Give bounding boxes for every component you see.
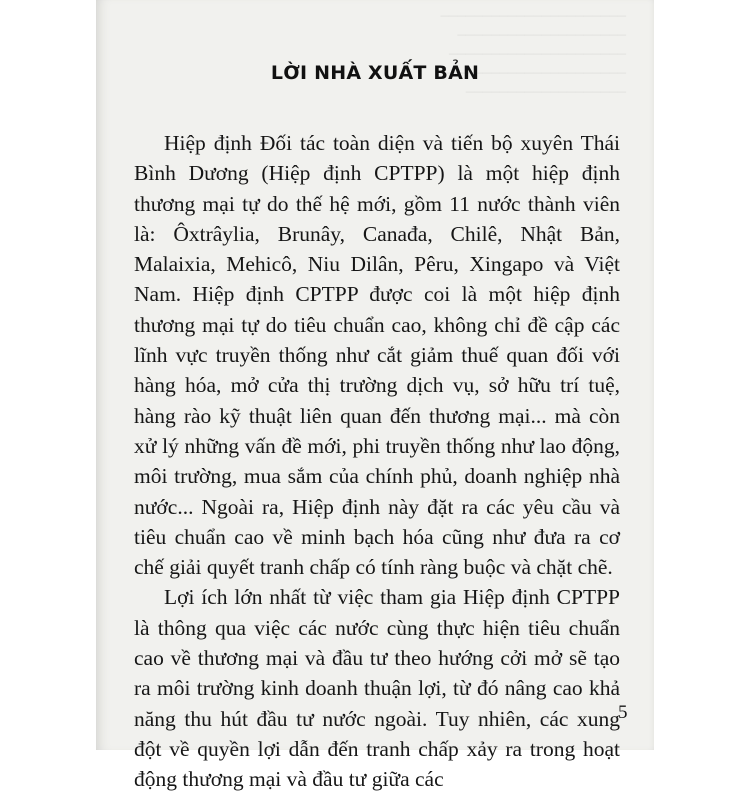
show-through-text: ────────────────────── ──────────────────── ───────────────────── ────────────────────── ─────────────────── <box>440 9 626 101</box>
paragraph-1: Hiệp định Đối tác toàn diện và tiến bộ xuyên Thái Bình Dương (Hiệp định CPTPP) là một hiệp định thương mại tự do thế hệ mới, gồm 11 nước thành viên là: Ôxtrâylia, Brunây, Canađa, Chilê, Nhật Bản, Malaixia, Mehicô, Niu Dilân, Pêru, Xingapo và Việt Nam. Hiệp định CPTPP được coi là một hiệp định thương mại tự do tiêu chuẩn cao, không chỉ đề cập các lĩnh vực truyền thống như cắt giảm thuế quan đối với hàng hóa, mở cửa thị trường dịch vụ, sở hữu trí tuệ, hàng rào kỹ thuật liên quan đến thương mại... mà còn xử lý những vấn đề mới, phi truyền thống như lao động, môi trường, mua sắm của chính phủ, doanh nghiệp nhà nước... Ngoài ra, Hiệp định này đặt ra các yêu cầu và tiêu chuẩn cao về minh bạch hóa cũng như đưa ra cơ chế giải quyết tranh chấp có tính ràng buộc và chặt chẽ. <box>134 131 620 580</box>
page-title: LỜI NHÀ XUẤT BẢN <box>270 62 480 84</box>
page-number: 5 <box>618 702 628 723</box>
book-page <box>96 0 654 792</box>
paragraph-2: Lợi ích lớn nhất từ việc tham gia Hiệp định CPTPP là thông qua việc các nước cùng thực hiện tiêu chuẩn cao về thương mại và đầu tư theo hướng cởi mở sẽ tạo ra môi trường kinh doanh thuận lợi, từ đó nâng cao khả năng thu hút đầu tư nước ngoài. Tuy nhiên, các xung đột về quyền lợi dẫn đến tranh chấp xảy ra trong hoạt động thương mại và đầu tư giữa các <box>134 585 620 792</box>
body-text <box>134 128 620 795</box>
